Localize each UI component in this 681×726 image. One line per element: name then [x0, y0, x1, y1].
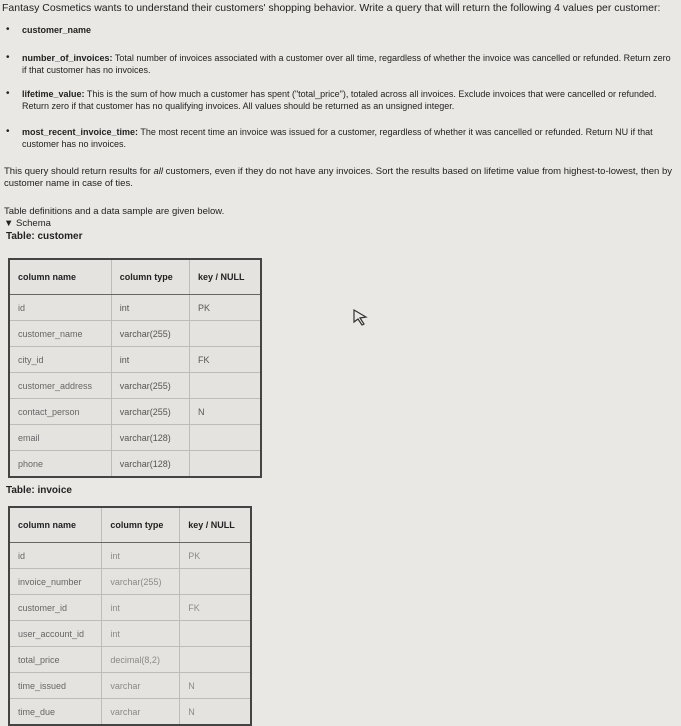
req-desc: The most recent time an invoice was issued for a customer, regardless of whether it was cancelled or refunded. Return NU if that customer has no invoices.: [22, 127, 653, 149]
table-row: [9, 425, 261, 451]
table-row: [9, 595, 251, 621]
req-lifetime-value: [6, 88, 672, 112]
cell-name: time_due: [9, 699, 102, 726]
cell-type: int: [111, 295, 189, 321]
cell-name: total_price: [9, 647, 102, 673]
table-header-row: [9, 507, 251, 543]
table-definitions-text: Table definitions and a data sample are given below.: [4, 206, 225, 217]
cell-key: PK: [189, 295, 261, 321]
cell-name: contact_person: [9, 399, 111, 425]
req-term: most_recent_invoice_time:: [22, 127, 139, 137]
cell-type: varchar: [102, 699, 180, 726]
cell-type: int: [102, 543, 180, 569]
cell-type: int: [111, 347, 189, 373]
cell-key: [180, 621, 251, 647]
req-customer-name: [6, 24, 672, 36]
cell-type: varchar(255): [111, 321, 189, 347]
bullet-icon: •: [6, 88, 10, 99]
cell-key: [189, 451, 261, 478]
table-row: [9, 295, 261, 321]
cell-name: customer_id: [9, 595, 102, 621]
cell-type: decimal(8,2): [102, 647, 180, 673]
table-row: [9, 373, 261, 399]
cell-key: N: [180, 699, 251, 726]
cell-key: [189, 373, 261, 399]
req-desc: Total number of invoices associated with a customer over all time, regardless of whether the invoice was cancelled or refunded. Return zero if that customer has no invoices.: [22, 53, 671, 75]
cell-name: phone: [9, 451, 111, 478]
cell-name: user_account_id: [9, 621, 102, 647]
req-term: lifetime_value:: [22, 89, 85, 99]
table-row: [9, 451, 261, 478]
header-column-name: column name: [9, 507, 102, 543]
cell-key: [189, 425, 261, 451]
cell-type: varchar(255): [102, 569, 180, 595]
header-column-type: column type: [111, 259, 189, 295]
table-row: [9, 569, 251, 595]
cell-type: int: [102, 595, 180, 621]
header-key-null: key / NULL: [180, 507, 251, 543]
cell-name: id: [9, 295, 111, 321]
req-term: customer_name: [22, 25, 92, 35]
schema-toggle[interactable]: ▼ Schema: [4, 218, 51, 229]
cell-name: customer_address: [9, 373, 111, 399]
table-row: [9, 543, 251, 569]
cell-name: invoice_number: [9, 569, 102, 595]
cell-type: int: [102, 621, 180, 647]
cell-name: customer_name: [9, 321, 111, 347]
cell-key: FK: [180, 595, 251, 621]
para-post: customers, even if they do not have any invoices. Sort the results based on lifetime value from highest-to-lowest, then by customer name in case of ties.: [4, 166, 672, 189]
header-column-type: column type: [102, 507, 180, 543]
cell-name: time_issued: [9, 673, 102, 699]
table-row: [9, 347, 261, 373]
cell-key: PK: [180, 543, 251, 569]
customer-table-label: Table: customer: [6, 231, 83, 242]
table-row: [9, 399, 261, 425]
header-key-null: key / NULL: [189, 259, 261, 295]
cell-name: email: [9, 425, 111, 451]
table-row: [9, 321, 261, 347]
cell-key: [189, 321, 261, 347]
cell-key: N: [189, 399, 261, 425]
cell-type: varchar(128): [111, 425, 189, 451]
cell-key: [180, 647, 251, 673]
bullet-icon: •: [6, 24, 10, 35]
cell-type: varchar: [102, 673, 180, 699]
cell-name: id: [9, 543, 102, 569]
cell-type: varchar(255): [111, 399, 189, 425]
table-row: [9, 647, 251, 673]
table-row: [9, 699, 251, 726]
cell-type: varchar(255): [111, 373, 189, 399]
invoice-schema-table: [8, 506, 252, 726]
req-most-recent-invoice-time: [6, 126, 672, 150]
mouse-cursor-icon: [352, 308, 368, 326]
req-desc: This is the sum of how much a customer has spent ("total_price"), totaled across all invoices. Exclude invoices that were cancelled or refunded. Return zero if that customer has no qualifying invoices. All values should be returned as an unsigned integer.: [22, 89, 657, 111]
req-term: number_of_invoices:: [22, 53, 113, 63]
para-pre: This query should return results for: [4, 166, 154, 177]
table-row: [9, 673, 251, 699]
intro-text: Fantasy Cosmetics wants to understand their customers' shopping behavior. Write a query that will return the following 4 values per customer:: [2, 2, 661, 14]
cell-key: FK: [189, 347, 261, 373]
table-row: [9, 621, 251, 647]
cell-key: [180, 569, 251, 595]
results-paragraph: [4, 166, 674, 190]
invoice-table-label: Table: invoice: [6, 485, 72, 496]
cell-name: city_id: [9, 347, 111, 373]
req-number-of-invoices: [6, 52, 672, 76]
customer-schema-table: [8, 258, 262, 478]
table-header-row: [9, 259, 261, 295]
header-column-name: column name: [9, 259, 111, 295]
bullet-icon: •: [6, 126, 10, 137]
bullet-icon: •: [6, 52, 10, 63]
cell-key: N: [180, 673, 251, 699]
cell-type: varchar(128): [111, 451, 189, 478]
para-emphasis: all: [153, 166, 163, 177]
